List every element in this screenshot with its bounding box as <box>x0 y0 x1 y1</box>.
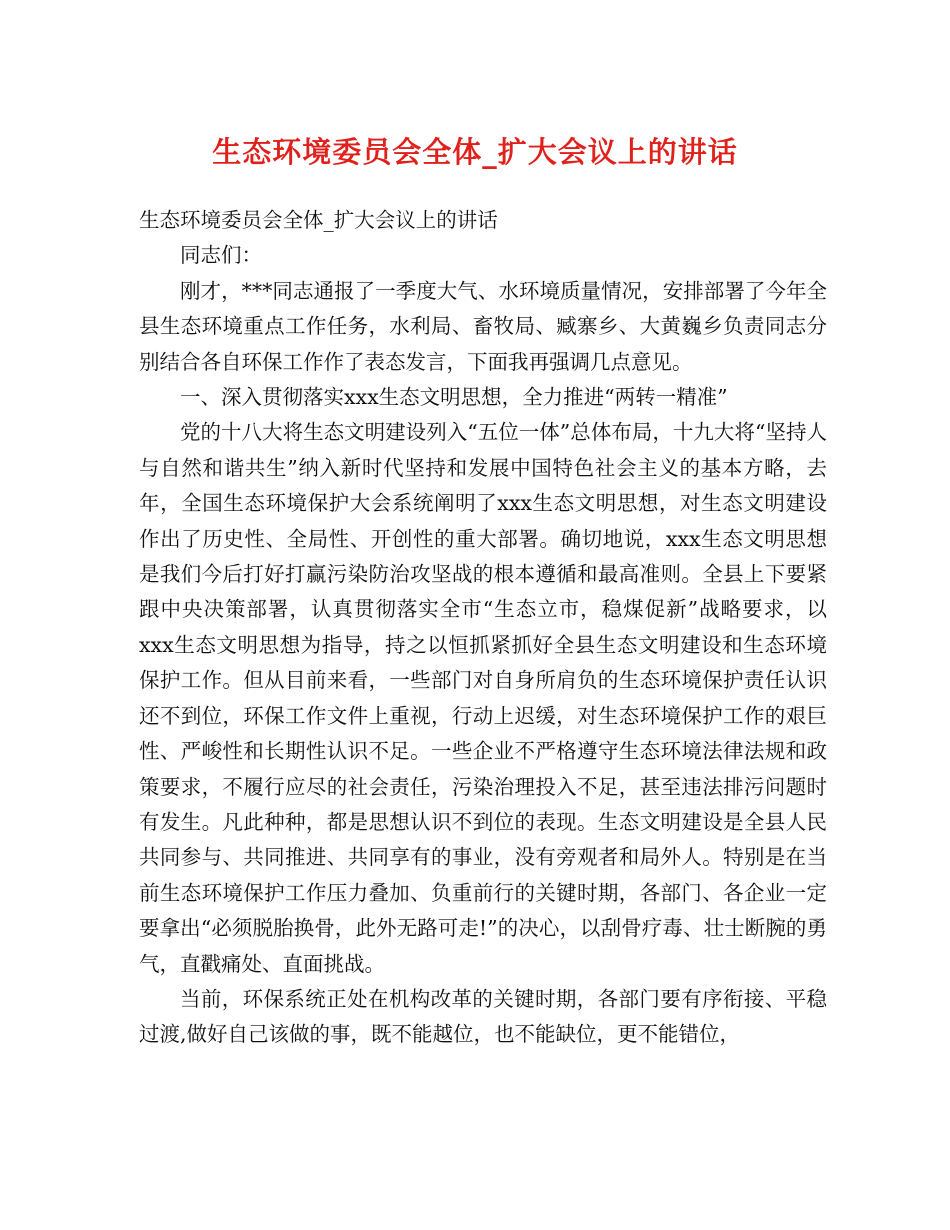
body-paragraph: 刚才，***同志通报了一季度大气、水环境质量情况，安排部署了今年全县生态环境重点工作任务，水利局、畜牧局、臧寨乡、大黄巍乡负责同志分别结合各自环保工作作了表态发言，下面我再强调几点意见。 <box>139 278 827 374</box>
document-body <box>139 203 827 1053</box>
section-heading: 一、深入贯彻落实xxx生态文明思想，全力推进“两转一精准” <box>180 385 728 410</box>
subtitle-paragraph: 生态环境委员会全体_扩大会议上的讲话 <box>139 208 498 232</box>
body-paragraph: 党的十八大将生态文明建设列入“五位一体”总体布局，十九大将“坚持人与自然和谐共生”纳入新时代坚持和发展中国特色社会主义的基本方略，去年，全国生态环境保护大会系统阐明了xxx生态文明思想，对生态文明建设作出了历史性、全局性、开创性的重大部署。确切地说，xxx生态文明思想是我们今后打好打赢污染防治攻坚战的根本遵循和最高准则。全县上下要紧跟中央决策部署，认真贯彻落实全市“生态立市，稳煤促新”战略要求，以xxx生态文明思想为指导，持之以恒抓紧抓好全县生态文明建设和生态环境保护工作。但从目前来看，一些部门对自身所肩负的生态环境保护责任认识还不到位，环保工作文件上重视，行动上迟缓，对生态环境保护工作的艰巨性、严峻性和长期性认识不足。一些企业不严格遵守生态环境法律法规和政策要求，不履行应尽的社会责任，污染治理投入不足，甚至违法排污问题时有发生。凡此种种，都是思想认识不到位的表现。生态文明建设是全县人民共同参与、共同推进、共同享有的事业，没有旁观者和局外人。特别是在当前生态环境保护工作压力叠加、负重前行的关键时期，各部门、各企业一定要拿出“必须脱胎换骨，此外无路可走!”的决心，以刮骨疗毒、壮士断腕的勇气，直戳痛处、直面挑战。 <box>139 420 827 976</box>
document-title: 生态环境委员会全体_扩大会议上的讲话 <box>212 135 738 169</box>
salutation-paragraph: 同志们： <box>180 243 262 268</box>
body-paragraph: 当前，环保系统正处在机构改革的关键时期，各部门要有序衔接、平稳过渡,做好自己该做的事，既不能越位，也不能缺位，更不能错位， <box>139 986 827 1047</box>
